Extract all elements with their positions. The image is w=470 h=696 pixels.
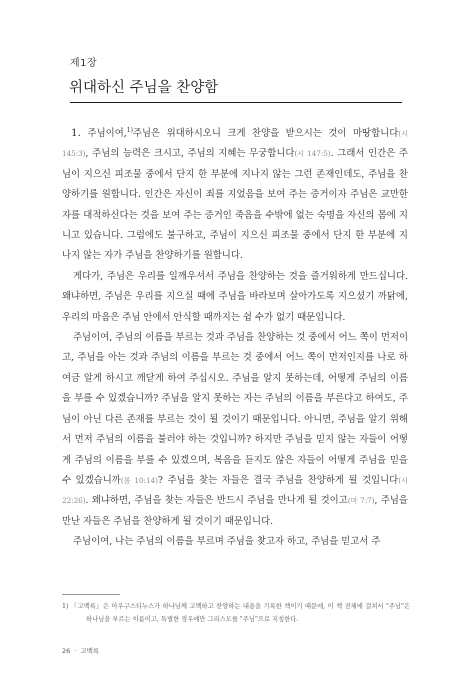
- paragraph-2: [62, 267, 408, 328]
- scripture-reference: (시 147:5): [294, 149, 331, 159]
- text-run: . 그래서 인간은 주님이 지으신 피조물 중에서 단지 한 부분에 지나지 않는 그런 존재인데도, 주님을 찬양하기를 원합니다. 인간은 자신이 죄를 지었음을 보여 주는 증거이자 주님은 교만한 자를 대적하신다는 것을 보여 주는 증거인 죽음을 수밖에 없는 숙명을 자신의 몸에 지니고 있습니다. 그럼에도 불구하고, 주님이 지으신 피조물 중에서 단지 한 부분에 지나지 않는 자가 주님을 찬양하기를 원합니다.: [62, 148, 408, 262]
- text-run: 게다가, 주님은 우리를 일깨우셔서 주님을 찬양하는 것을 즐거워하게 만드십니다. 왜냐하면, 주님은 우리를 지으실 때에 주님을 바라보며 살아가도록 지으셨기 까닭에, 우리의 마음은 주님 안에서 안식할 때까지는 쉼 수가 없기 때문입니다.: [62, 270, 408, 323]
- verse-number: 1.: [71, 127, 82, 139]
- page-number: 26: [62, 647, 71, 655]
- scripture-reference: (시 22:26): [62, 475, 408, 506]
- scripture-reference: (시 145:3): [62, 129, 409, 159]
- footnote-body: [62, 600, 410, 626]
- footnote-ref[interactable]: 1): [126, 126, 133, 134]
- footnote-text: 『고백록』은 아우구스티누스가 하나님께 고백하고 찬양하는 내용을 기록한 책이기 때문에, 이 책 전체에 걸쳐서 "주님"은 하나님을 부르는 이름이고, 특별한 경우에만 그리스도를 "주님"으로 지칭한다.: [70, 603, 410, 623]
- text-run: , 주님을 만난 자들은 주님을 찬양하게 될 것이기 때문입니다.: [62, 495, 408, 527]
- folio-separator: ·: [74, 647, 77, 655]
- text-run: ? 주님을 찾는 자들은 결국 주님을 찬양하게 될 것입니다: [157, 474, 399, 486]
- title-divider: [70, 102, 402, 103]
- chapter-label: 제1장: [70, 58, 98, 69]
- scripture-reference: (마 7:7): [347, 496, 375, 506]
- page-footer: [62, 646, 103, 655]
- footnote-marker: 1): [62, 603, 69, 610]
- paragraph-1: [62, 123, 408, 267]
- footnote-divider: [62, 594, 120, 595]
- running-title: 고백록: [80, 647, 100, 655]
- text-run: 주님이여, 나는 주님의 이름을 부르며 주님을 찾고자 하고, 주님을 믿고서 주: [73, 536, 381, 548]
- chapter-title: 위대하신 주님을 찬양함: [69, 80, 219, 96]
- scripture-reference: (롬 10:14): [120, 475, 158, 485]
- text-run: 주님은 위대하시오니 크게 찬양을 받으시는 것이 마땅합니다: [132, 128, 399, 139]
- body-text: [62, 123, 408, 553]
- text-run: 주님이여, 주님의 이름을 부르는 것과 주님을 찬양하는 것 중에서 어느 쪽이 먼저이고, 주님을 아는 것과 주님의 이름을 부르는 것 중에서 어느 쪽이 먼저인지를 나로 하여금 알게 하시고 깨닫게 하여 주십시오. 주님을 알지 못하는데, 어떻게 주님의 이름을 부를 수 있겠습니까? 주님을 알지 못하는 자는 주님의 이름을 부른다고 하여도, 주님이 아닌 다른 존재를 부르는 것이 될 것이기 때문입니다. 아니면, 주님을 알기 위해서 먼저 주님의 이름을 불러야 하는 것입니까? 하지만 주님을 믿지 않는 자들이 어떻게 주님의 이름을 부를 수 있겠으며, 복음을 듣지도 않은 자들이 어떻게 주님을 믿을 수 있겠습니까: [62, 332, 408, 486]
- text-run: 주님이여,: [87, 128, 127, 139]
- footnote: [62, 600, 410, 626]
- text-run: . 왜냐하면, 주님을 찾는 자들은 반드시 주님을 만나게 될 것이고: [85, 495, 348, 507]
- paragraph-3: [62, 328, 408, 532]
- text-run: , 주님의 능력은 크시고, 주님의 지혜는 무궁합니다: [85, 148, 295, 160]
- paragraph-4: [62, 532, 408, 552]
